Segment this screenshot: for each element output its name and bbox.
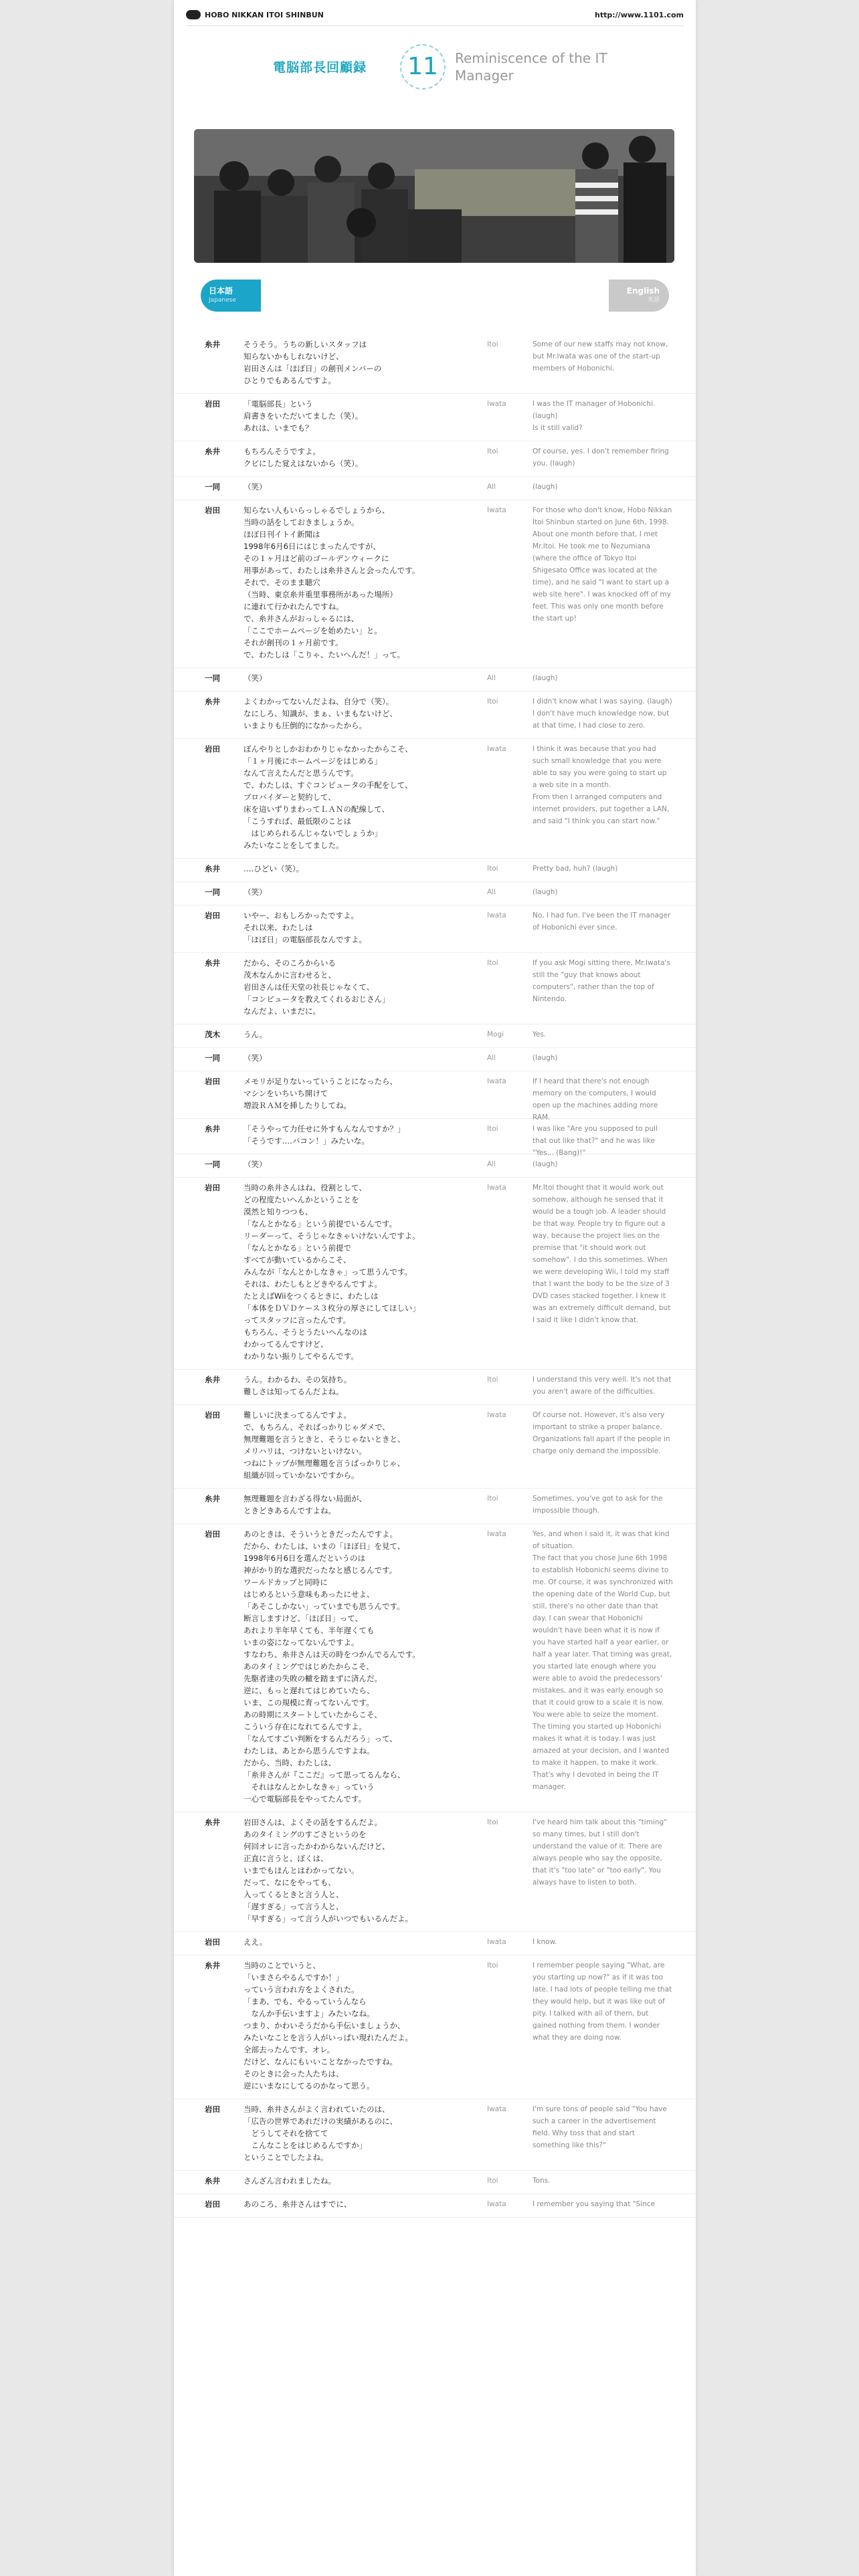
line-en: I understand this very well. It's not that you aren't aware of the difficulties. (533, 1376, 672, 1396)
speaker-en: All (487, 674, 496, 682)
line-jp: 無理難題を言わざる得ない局面が、 ときどきあるんですよね。 (244, 1494, 367, 1515)
line-jp: 知らない人もいらっしゃるでしょうから、 当時の話をしておきましょうか。 ほぼ日刊イトイ新聞は 1998年6月6日にはじまったんですが、 その１ヶ月ほど前のゴールデンウィークに 用事があって、わたしは糸井さんと会ったんです。 それで、そのまま聴穴 （当時、東京糸井重里事務所があった場所） に連れて行かれたんですね。 で、糸井さんがおっしゃるには、 「ここでホームページを始めたい」と。 それが創刊の１ヶ月前です。 で、わたしは「こりゃ、たいへんだ！」って。 (244, 506, 420, 659)
language-english-label: English (626, 286, 660, 296)
speaker-en: Itoi (487, 1961, 498, 1969)
speaker-jp: 糸井 (205, 1961, 220, 1970)
line-jp: あのころ、糸井さんはすでに、 (244, 2199, 352, 2209)
speaker-jp: 岩田 (205, 744, 220, 754)
speaker-jp: 糸井 (205, 447, 220, 456)
speaker-en: Iwata (487, 1184, 506, 1192)
line-jp: 難しいに決まってるんですよ。 で、もちろん、そればっかりじゃダメで、 無理難題を言うときと、そうじゃないときと、 メリハリは、つけないといけない。 つねにトップが無理難題を言うばっかりじゃ、 組織が回っていかないですから。 (244, 1410, 405, 1480)
speaker-en: Itoi (487, 340, 498, 348)
speaker-en: Itoi (487, 2177, 498, 2185)
speaker-jp: 岩田 (205, 506, 220, 515)
speaker-jp: 岩田 (205, 1077, 220, 1086)
speaker-jp: 糸井 (205, 1818, 220, 1827)
dialogue-row (174, 1524, 696, 1812)
dialogue-row (174, 1154, 696, 1178)
masthead (174, 40, 696, 107)
speaker-en: Iwata (487, 506, 506, 514)
page (174, 0, 696, 2576)
line-jp: （笑） (244, 887, 267, 897)
speaker-jp: 一同 (205, 887, 220, 897)
dialogue-row (174, 477, 696, 500)
speaker-en: Itoi (487, 447, 498, 455)
line-jp: メモリが足りないっていうことになったら、 マシンをいちいち開けて 増設ＲＡＭを挿したりしてね。 (244, 1077, 397, 1110)
speaker-en: Iwata (487, 400, 506, 408)
line-en: Pretty bad, huh? (laugh) (533, 865, 618, 873)
logo-icon (186, 10, 201, 19)
line-en: (laugh) (533, 483, 558, 491)
speaker-en: Itoi (487, 697, 498, 706)
dialogue-row (174, 1405, 696, 1489)
line-en: I'm sure tons of people said "You have such a career in the advertisement field. Why toss that and start something like this?" (533, 2105, 667, 2149)
group-photo (194, 129, 674, 263)
line-en: For those who don't know, Hobo Nikkan Itoi Shinbun started on June 6th, 1998. About one month before that, I met Mr.Itoi. He took me to Nezumiana (where the office of Tokyo Itoi Shigesato Office was located at the time), and he said "I want to start up a web site here". I was knocked off of my feet. This was only one month before the start up! (533, 506, 672, 623)
dialogue-row (174, 1812, 696, 1932)
line-jp: さんざん言われましたね。 (244, 2176, 336, 2185)
speaker-jp: 糸井 (205, 697, 220, 706)
line-jp: うん。 (244, 1030, 268, 1039)
line-en: Tons. (533, 2177, 551, 2185)
line-en: I remember you saying that "Since (533, 2200, 655, 2208)
line-en: (laugh) (533, 888, 558, 896)
line-jp: いやー、おもしろかったですよ。 それ以来、わたしは 「ほぼ日」の電脳部長なんですよ。 (244, 911, 367, 944)
speaker-en: Iwata (487, 745, 506, 753)
line-en: I remember people saying "What, are you starting up now?" as if it was too late. I had lots of people telling me that they would help, but it was like out of pity. I talked with all of them, but gained nothing from them. I wonder what they are doing now. (533, 1961, 672, 2042)
dialogue-row (174, 1025, 696, 1048)
line-jp: （笑） (244, 673, 267, 683)
dialogue-row (174, 1489, 696, 1524)
speaker-en: Iwata (487, 1938, 506, 1946)
dialogue-row (174, 668, 696, 691)
language-japanese-sub: Japanese (209, 297, 236, 304)
speaker-jp: 糸井 (205, 864, 220, 873)
dialogue-row (174, 2171, 696, 2194)
line-jp: ぼんやりとしかおわかりじゃなかったからこそ、 「１ヶ月後にホームページをはじめる」 なんて言えたんだと思うんです。 で、わたしは、すぐコンピュータの手配をして、 プロバイダーと契約して、 床を這いずりまわってＬＡＮの配線して、 「こうすれば、最低限のことは はじめられるんじゃないでしょうか」 みたいなことをしてました。 (244, 744, 413, 850)
line-en: Sometimes, you've got to ask for the impossible though. (533, 1495, 663, 1515)
dialogue-row (174, 882, 696, 905)
dialogue-row (174, 1119, 696, 1157)
speaker-jp: 一同 (205, 482, 220, 492)
photo-illustration (194, 129, 674, 263)
title-en: Reminiscence of the IT Manager (455, 50, 607, 84)
speaker-jp: 茂木 (205, 1030, 220, 1039)
dialogue (174, 334, 696, 2218)
speaker-en: Iwata (487, 911, 506, 920)
title-jp: 電脳部長回顧録 (273, 60, 367, 75)
line-en: I was the IT manager of Hobonichi. (laugh) Is it still valid? (533, 400, 656, 432)
speaker-en: Iwata (487, 2105, 506, 2113)
speaker-jp: 岩田 (205, 2105, 220, 2114)
dialogue-row (174, 441, 696, 477)
dialogue-row (174, 859, 696, 882)
speaker-en: Itoi (487, 1125, 498, 1133)
speaker-jp: 糸井 (205, 958, 220, 968)
line-jp: 「電脳部長」という 肩書きをいただいてました（笑）。 あれは、いまでも？ (244, 399, 363, 433)
speaker-jp: 糸井 (205, 340, 220, 349)
speaker-en: All (487, 483, 496, 491)
language-japanese-label: 日本語 (209, 286, 233, 296)
site-name: HOBO NIKKAN ITOI SHINBUN (205, 10, 324, 19)
line-jp: そうそう。うちの新しいスタッフは 知らないかもしれないけど、 岩田さんは「ほぼ日」の創刊メンバーの ひとりでもあるんですよ。 (244, 340, 382, 385)
line-en: No, I had fun. I've been the IT manager of Hobonichi ever since. (533, 911, 671, 932)
speaker-en: Iwata (487, 2200, 506, 2208)
speaker-en: Itoi (487, 865, 498, 873)
dialogue-row (174, 334, 696, 394)
speaker-en: All (487, 1054, 496, 1062)
dialogue-row (174, 953, 696, 1025)
line-jp: （笑） (244, 482, 267, 492)
line-en: (laugh) (533, 1160, 558, 1168)
dialogue-row (174, 739, 696, 859)
speaker-jp: 岩田 (205, 2199, 220, 2209)
speaker-en: Itoi (487, 1495, 498, 1503)
speaker-en: Itoi (487, 959, 498, 967)
language-english-sub: 英語 (647, 297, 660, 304)
line-en: If you ask Mogi sitting there, Mr.Iwata's still the "guy that knows about computers", rather than the top of Nintendo. (533, 959, 670, 1003)
line-jp: ええ。 (244, 1937, 268, 1947)
dialogue-row (174, 691, 696, 739)
speaker-en: Itoi (487, 1376, 498, 1384)
line-en: Mr.Itoi thought that it would work out somehow, although he sensed that it would be a tough job. A leader should be that way. People try to figure out a way, because the project lies on the premise that "it should work out somehow". I do this sometimes. When we were developing Wii, I told my staff that I want the body to be the size of 3 DVD cases stacked together. I knew it was an extremely difficult demand, but I said it like I didn't know that. (533, 1184, 671, 1324)
language-japanese-button[interactable] (201, 280, 261, 312)
line-en: I think it was because that you had such small knowledge that you were able to say you were going to start up a web site in a month. From then I arranged computers and internet providers, put together a LAN, and said "I think you can start now." (533, 745, 670, 825)
site-logo[interactable] (186, 10, 324, 19)
line-en: If I heard that there's not enough memory on the computers, I would open up the machines adding more RAM. (533, 1077, 658, 1121)
dialogue-row (174, 1071, 696, 1119)
line-en: Yes, and when I said it, it was that kind of situation. The fact that you chose June 6th 1998 to establish Hobonichi seems divine to me. Of course, it was synchronized with the opening date of the World Cup, but still, there's no other date than that day. I can swear that Hobonichi wouldn't have been what it is now if you have started half a year earlier, or half a year later. That timing was great, you started late enough where you were able to avoid the predecessors' mistakes, and it was early enough so that it could grow to a scale it is now. You were able to seize the moment. The timing you started up Hobonichi makes it what it is today. I was just amazed at your decision, and I wanted to make it happen, to make it work. That's why I devoted in being the IT manager. (533, 1530, 673, 1791)
top-bar (186, 5, 684, 26)
line-en: I've heard him talk about this "timing" so many times, but I still don't understand the value of it. There are always people who say the opposite, that it's "too late" or "too early". You always have to listen to both. (533, 1818, 667, 1887)
line-jp: 当時の糸井さんはね、役割として、 どの程度たいへんかということを 漠然と知りつつも、 「なんとかなる」という前提でいるんです。 リーダーって、そうじゃなきゃいけないんですよ。 「なんとかなる」という前提で すべてが動いているからこそ、 みんなが「なんとかしなきゃ」って思うんです。 それは、わたしもとどきやるんですよ。 たとえばWiiをつくるときに、わたしは 「本体をＤＶＤケース３枚分の厚さにしてほしい」 ってスタッフに言ったんです。 もちろん、そうとうたいへんなのは わかってるんですけど、 わかりない振りしてやるんです。 (244, 1183, 420, 1361)
site-url-link[interactable]: http://www.1101.com (595, 11, 684, 19)
speaker-jp: 岩田 (205, 1529, 220, 1539)
language-switch (174, 280, 696, 317)
speaker-jp: 岩田 (205, 1183, 220, 1192)
speaker-en: Itoi (487, 1818, 498, 1826)
speaker-jp: 糸井 (205, 1124, 220, 1134)
dialogue-row (174, 1048, 696, 1071)
line-en: Of course, yes. I don't remember firing you. (laugh) (533, 447, 669, 467)
line-en: Yes. (533, 1031, 547, 1039)
episode-number: 11 (400, 44, 446, 90)
line-en: I was like "Are you supposed to pull that out like that?" and he was like "Yes... (Bang)!" (533, 1125, 658, 1157)
dialogue-row (174, 500, 696, 668)
line-en: Of course not. However, it's also very important to strike a proper balance. Organizations fall apart if the people in charge only demand the impossible. (533, 1411, 670, 1455)
dialogue-row (174, 905, 696, 953)
speaker-en: Iwata (487, 1411, 506, 1419)
speaker-jp: 岩田 (205, 911, 220, 920)
speaker-jp: 糸井 (205, 1494, 220, 1503)
line-jp: 「そうやって力任せに外すもんなんですか？」 「そうです‥‥バコン！」みたいな。 (244, 1124, 405, 1146)
line-en: (laugh) (533, 674, 558, 682)
line-jp: 当時のことでいうと、 「いまさらやるんですか！」 っていう言われ方をよくされた。 「まあ、でも、やるっていうんなら なんか手伝いますよ」みたいなね。 つまり、かわいそうだから手伝いましょうか、 みたいなことを言う人がいっぱい現れたんだよ。 全部去ったんです、オレ。 だけど、なんにもいいことなかったですね。 そのときに会った人たちは、 逆にいまなにしてるのかなって思う。 (244, 1961, 413, 2090)
dialogue-row (174, 1370, 696, 1405)
line-jp: もちろんそうですよ。 クビにした覚えはないから（笑）。 (244, 447, 363, 468)
speaker-en: Mogi (487, 1031, 504, 1039)
dialogue-row (174, 2099, 696, 2171)
speaker-jp: 一同 (205, 1053, 220, 1063)
dialogue-row (174, 394, 696, 441)
line-jp: （笑） (244, 1053, 267, 1063)
speaker-jp: 一同 (205, 1160, 220, 1169)
line-jp: あのときは、そういうときだったんですよ。 だから、わたしは、いまの「ほぼ日」を見て、 1998年6月6日を選んだというのは 神がかり的な選択だったなと感じるんです。 ワールドカップと同時に はじめるという意味もあったにせよ、 「あそこしかない」っていまでも思うんです。 断言しますけど、「ほぼ日」って、 あれより半年早くても、半年遅くても いまの姿になってないんですよ。 すなわち、糸井さんは天の時をつかんでるんです。 あのタイミングではじめたからこそ、 先駆者達の失敗の轍を踏まずに済んだ。 逆に、もっと遅れてはじめていたら、 いま、この規模に育ってないんです。 あの時期にスタートしていたからこそ、 こういう存在になれてるんですよ。 「なんてすごい判断をするんだろう」って、 わたしは、あとから思うんですよね。 だから、当時、わたしは、 「糸井さんが『ここだ』って思ってるんなら、 それはなんとかしなきゃ」っていう 一心で電脳部長をやってたんです。 (244, 1529, 420, 1804)
line-en: I know. (533, 1938, 557, 1946)
line-jp: だから、そのころからいる 茂木なんかに言わせると、 岩田さんは任天堂の社長じゃなくて、 「コンピュータを教えてくれるおじさん」 なんだよ、いまだに。 (244, 958, 390, 1016)
line-en: Some of our new staffs may not know, but Mr.Iwata was one of the start-up members of Hobonichi. (533, 340, 668, 372)
dialogue-row (174, 1932, 696, 1955)
speaker-jp: 岩田 (205, 1937, 220, 1947)
speaker-en: All (487, 1160, 496, 1168)
dialogue-row (174, 1955, 696, 2099)
line-jp: （笑） (244, 1160, 267, 1169)
speaker-jp: 岩田 (205, 1410, 220, 1420)
line-jp: 岩田さんは、よくその話をするんだよ。 あのタイミングのすごさというのを 何回オレに言ったかわからないんだけど、 正直に言うと、ぼくは、 いまでもほんとはわかってない。 だって、なにをやっても、 入ってくるときと言う人と、 「遅すぎる」って言う人と、 「早すぎる」って言う人がいつでもいるんだよ。 (244, 1818, 413, 1923)
line-jp: 当時、糸井さんがよく言われていたのは、 「広告の世界であれだけの実績があるのに、 どうしてそれを捨てて こんなことをはじめるんですか」 ということでしたよね。 (244, 2105, 397, 2162)
speaker-jp: 糸井 (205, 1375, 220, 1384)
dialogue-row (174, 1178, 696, 1370)
line-jp: うん。わかるわ、その気持ち。 難しさは知ってるんだよね。 (244, 1375, 352, 1396)
dialogue-row (174, 2194, 696, 2218)
speaker-jp: 岩田 (205, 399, 220, 409)
language-english-button[interactable] (609, 280, 669, 312)
line-en: I didn't know what I was saying. (laugh) I don't have much knowledge now, but at that time, I had close to zero. (533, 697, 672, 730)
speaker-jp: 糸井 (205, 2176, 220, 2185)
speaker-en: Iwata (487, 1530, 506, 1538)
speaker-jp: 一同 (205, 673, 220, 683)
line-jp: よくわかってないんだよね、自分で（笑）。 なにしろ、知識が、まぁ、いまもないけど、 いまよりも圧倒的になかったから。 (244, 697, 397, 730)
speaker-en: All (487, 888, 496, 896)
line-jp: ‥‥ひどい（笑）。 (244, 864, 304, 873)
speaker-en: Iwata (487, 1077, 506, 1085)
line-en: (laugh) (533, 1054, 558, 1062)
